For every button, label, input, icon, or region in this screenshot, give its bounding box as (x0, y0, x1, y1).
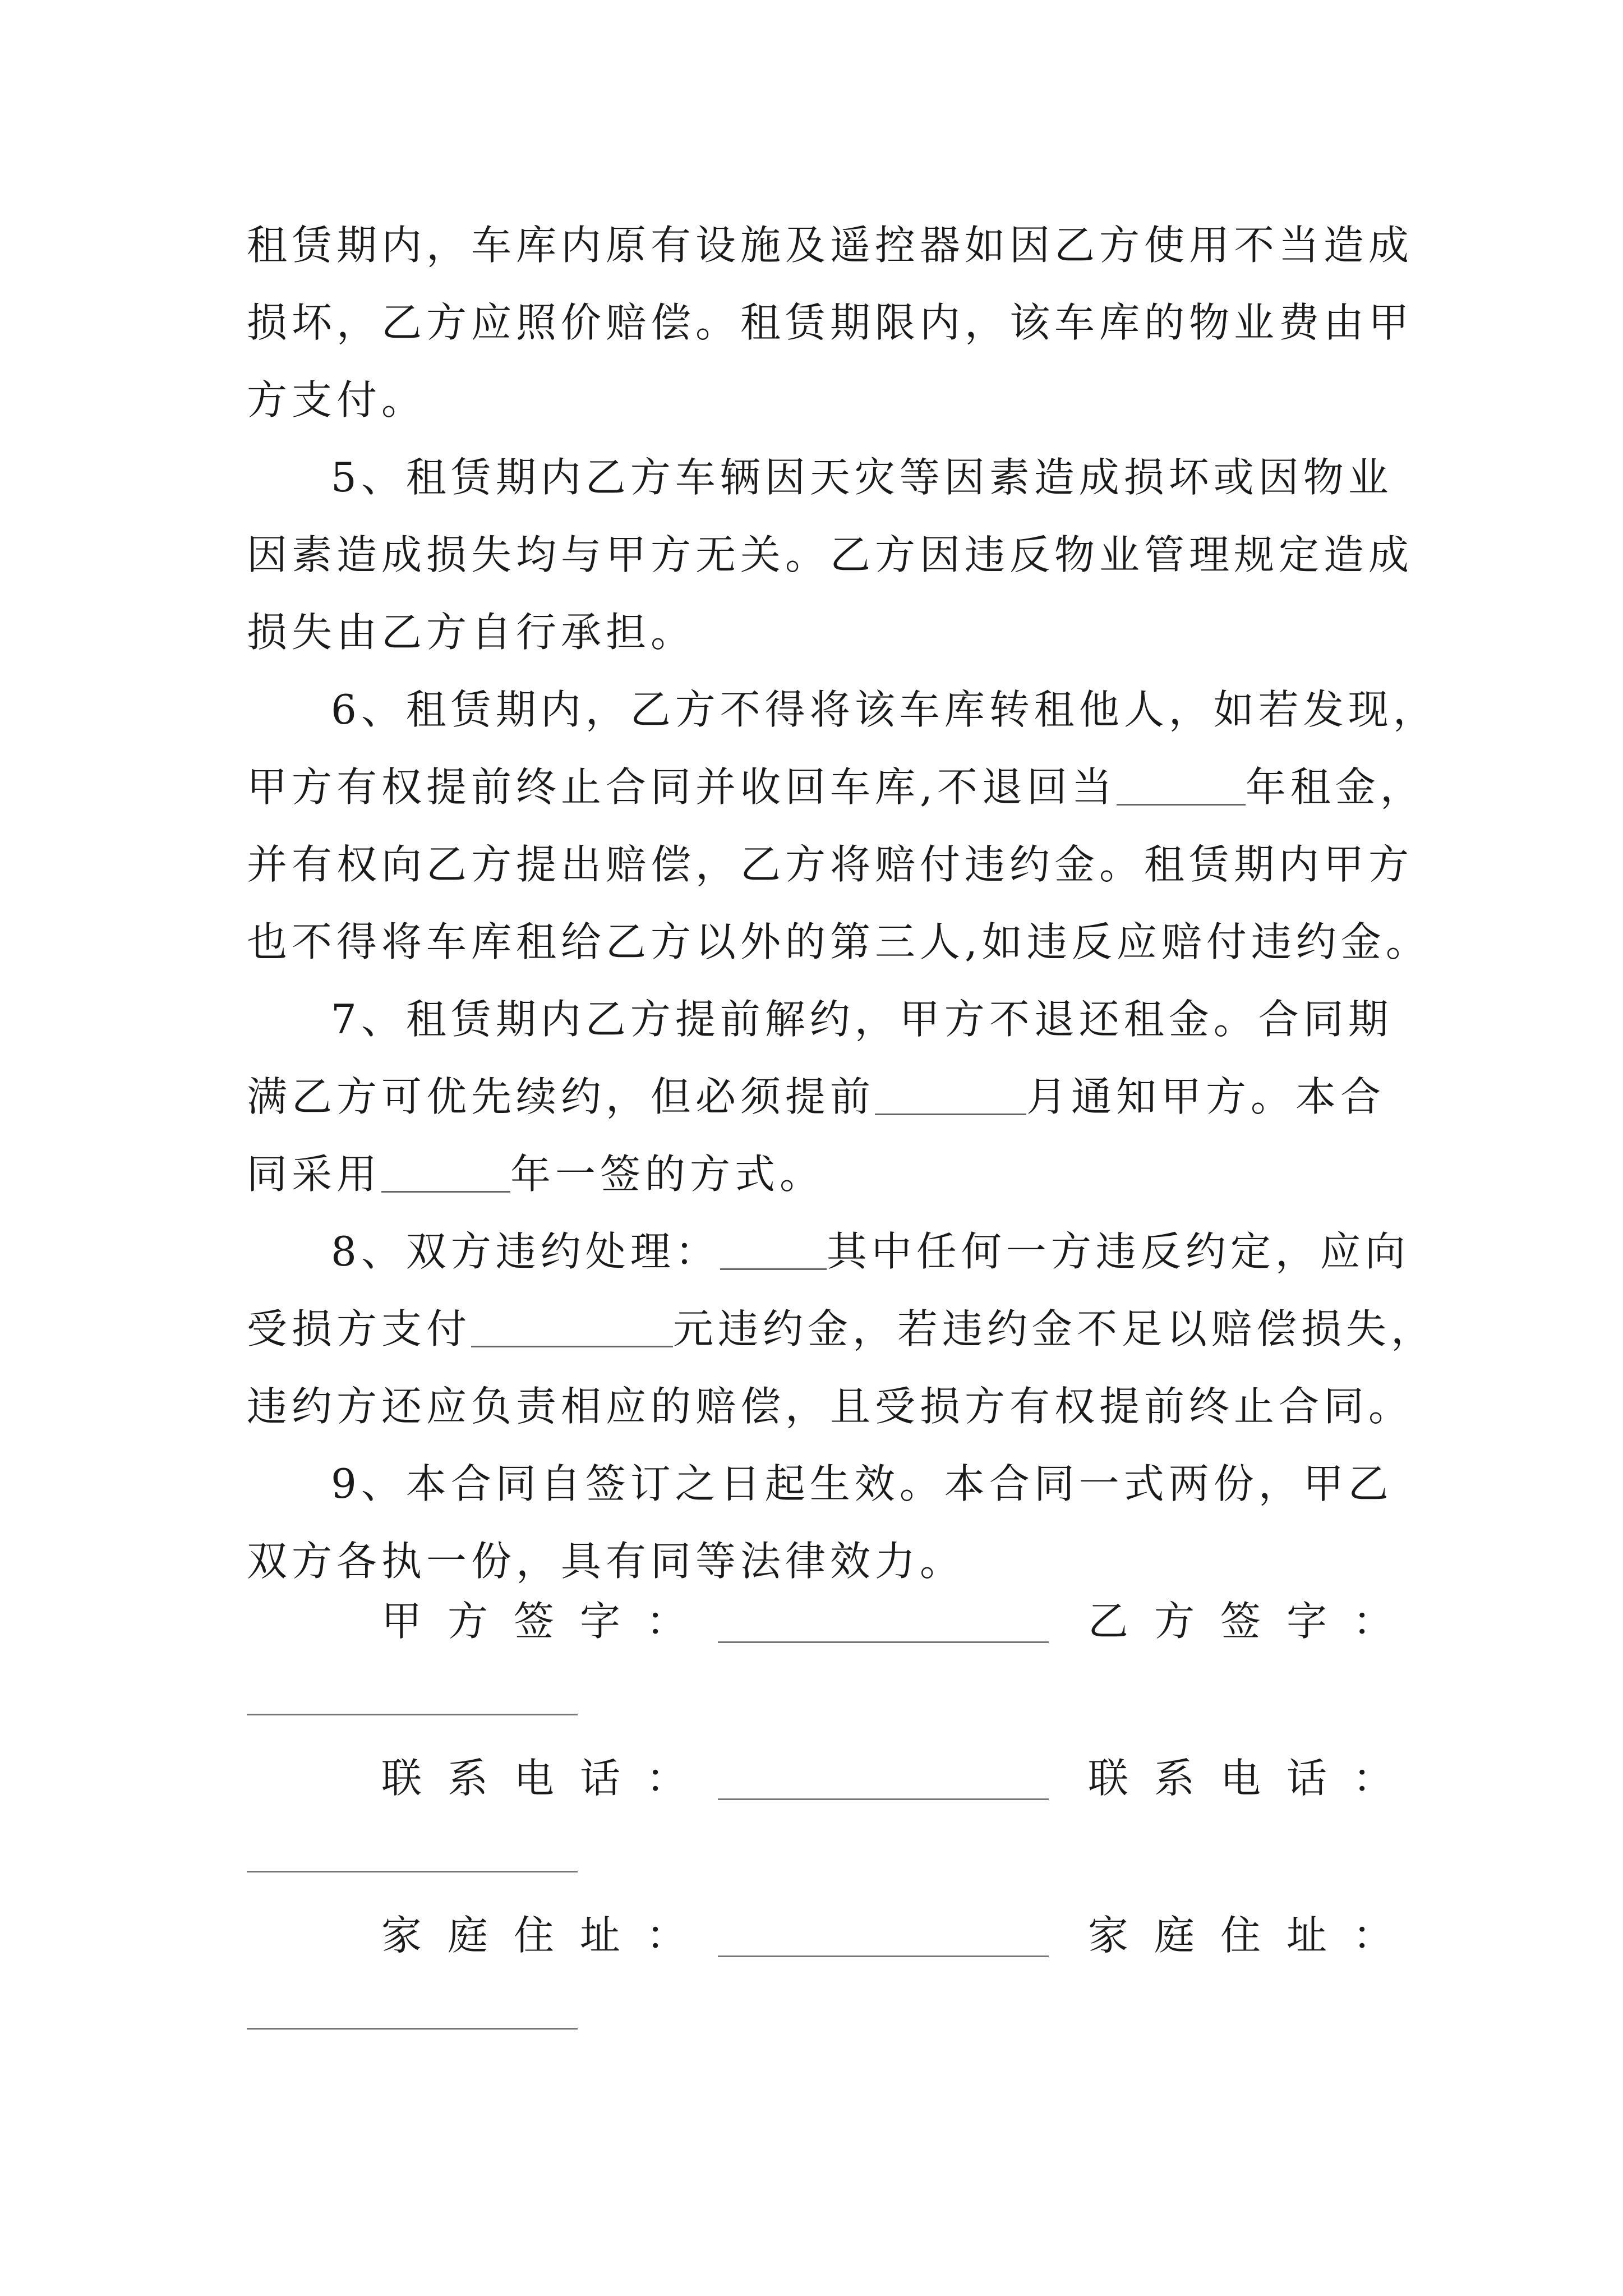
text-line (247, 593, 1391, 671)
text-segment: 满乙方可优先续约，但必须提前 (247, 1073, 875, 1120)
signature-label-right: 乙方签字： (1088, 1598, 1419, 1645)
fill-in-blank (1117, 763, 1246, 806)
signature-label-left: 家庭住址： (381, 1912, 713, 1959)
signature-blank-left (718, 1798, 1049, 1800)
text-segment: 租赁期内，车库内原有设施及遥控器如因乙方使用不当造成 (247, 222, 1414, 269)
signature-blank-right (247, 2028, 578, 2030)
signature-label-right: 联系电话： (1088, 1755, 1419, 1802)
text-line (247, 826, 1414, 903)
signature-blank-left (718, 1641, 1049, 1643)
text-segment: 也不得将车库租给乙方以外的第三人,如违反应赔付违约金。 (247, 918, 1431, 965)
fill-in-blank (720, 1228, 827, 1270)
fill-in-blank (381, 1151, 510, 1193)
fill-in-blank (471, 1305, 673, 1347)
text-segment: 损失由乙方自行承担。 (247, 609, 696, 656)
text-segment: 双方各执一份，具有同等法律效力。 (247, 1538, 965, 1585)
text-line (247, 1368, 1414, 1445)
signature-row (247, 1593, 1419, 1649)
signature-label-left: 联系电话： (381, 1755, 713, 1802)
text-line (247, 1135, 1391, 1213)
fill-in-blank (875, 1073, 1026, 1115)
text-line (247, 516, 1414, 593)
text-line (247, 748, 1425, 826)
text-line (247, 1213, 1410, 1290)
text-line (247, 903, 1431, 981)
text-segment: 其中任何一方违反约定，应向 (826, 1228, 1410, 1275)
text-segment: 甲方有权提前终止合同并收回车库,不退回当 (247, 763, 1117, 811)
text-line (247, 206, 1414, 284)
text-line (247, 439, 1391, 516)
text-segment: 违约方还应负责相应的赔偿，且受损方有权提前终止合同。 (247, 1383, 1414, 1430)
text-segment: 同采用 (247, 1151, 382, 1198)
text-segment: 6、租赁期内，乙方不得将该车库转租他人，如若发现， (331, 686, 1438, 733)
signature-label-left: 甲方签字： (381, 1598, 713, 1645)
text-segment: 8、双方违约处理： (331, 1228, 720, 1275)
signature-label-right: 家庭住址： (1088, 1912, 1419, 1959)
signature-row (247, 1907, 1419, 1963)
text-segment: 月通知甲方。本合 (1026, 1073, 1386, 1120)
text-segment: 并有权向乙方提出赔偿，乙方将赔付违约金。租赁期内甲方 (247, 841, 1414, 888)
signature-blank-right (247, 1714, 578, 1715)
text-segment: 年租金， (1245, 763, 1425, 811)
signature-blank-left (718, 1955, 1049, 1957)
text-line (247, 284, 1414, 361)
text-segment: 损坏，乙方应照价赔偿。租赁期限内，该车库的物业费由甲 (247, 299, 1414, 346)
contract-body (247, 206, 1438, 1600)
text-line (247, 1445, 1391, 1522)
text-segment: 9、本合同自签订之日起生效。本合同一式两份，甲乙 (331, 1460, 1393, 1507)
text-segment: 年一签的方式。 (510, 1151, 825, 1198)
text-line (247, 1058, 1391, 1135)
text-segment: 元违约金，若违约金不足以赔偿损失， (673, 1305, 1436, 1352)
text-line (247, 981, 1391, 1058)
text-segment: 受损方支付 (247, 1305, 472, 1352)
text-segment: 7、租赁期内乙方提前解约，甲方不退还租金。合同期 (331, 996, 1393, 1043)
text-line (247, 1522, 1391, 1600)
signature-blank-right (247, 1871, 578, 1872)
text-segment: 5、租赁期内乙方车辆因天灾等因素造成损坏或因物业 (331, 454, 1393, 501)
text-segment: 方支付。 (247, 376, 427, 424)
text-line (247, 361, 1391, 439)
text-line (247, 671, 1438, 748)
text-line (247, 1290, 1436, 1368)
text-segment: 因素造成损失均与甲方无关。乙方因违反物业管理规定造成 (247, 531, 1414, 578)
signature-row (247, 1750, 1419, 1806)
